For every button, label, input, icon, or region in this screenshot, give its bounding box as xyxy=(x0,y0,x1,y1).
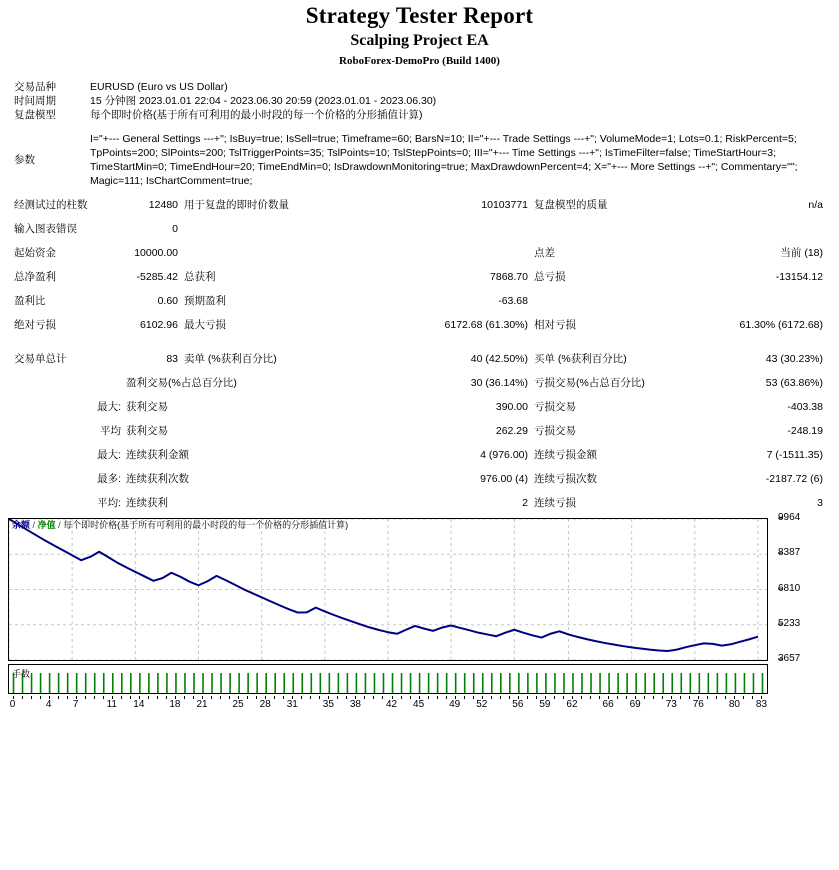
average-prefix: 平均 xyxy=(100,425,121,437)
chart-errors-value: 0 xyxy=(172,223,178,235)
x-axis-label: 73 xyxy=(665,699,677,710)
spacer-row xyxy=(0,486,839,496)
symbol-label: 交易品种 xyxy=(14,81,56,93)
row-max-consecutive-amount xyxy=(0,448,839,462)
spacer-row xyxy=(0,342,839,352)
spacer-row xyxy=(0,438,839,448)
x-axis-label: 14 xyxy=(133,699,145,710)
x-axis-tick xyxy=(121,696,122,699)
x-axis-label: 66 xyxy=(602,699,614,710)
x-axis-tick xyxy=(256,696,257,699)
ticks-modelled-value: 10103771 xyxy=(481,199,528,211)
x-axis-tick xyxy=(40,696,41,699)
x-axis-label: 59 xyxy=(539,699,551,710)
spacer-row xyxy=(0,308,839,318)
x-axis-tick xyxy=(310,696,311,699)
y-axis-label: 8387 xyxy=(778,547,801,559)
x-axis-tick xyxy=(193,696,194,699)
x-axis-tick xyxy=(382,696,383,699)
x-axis-tick xyxy=(662,696,663,699)
spacer-row xyxy=(0,188,839,198)
x-axis-tick xyxy=(653,696,654,699)
x-axis-tick xyxy=(301,696,302,699)
x-axis-tick xyxy=(283,696,284,699)
row-symbol xyxy=(0,80,839,94)
x-axis-label: 80 xyxy=(728,699,740,710)
average-profit-trade-value: 262.29 xyxy=(495,425,528,437)
loss-trades-label: 亏损交易(%占总百分比) xyxy=(534,377,645,389)
largest-loss-trade-value: -403.38 xyxy=(787,401,823,413)
x-axis-label: 21 xyxy=(196,699,208,710)
row-net-profit xyxy=(0,270,839,284)
avg-consecutive-wins-value: 2 xyxy=(522,497,528,509)
short-positions-value: 40 (42.50%) xyxy=(470,353,528,365)
y-axis-label: 6810 xyxy=(778,582,801,594)
x-axis-tick xyxy=(680,696,681,699)
period-value: 15 分钟图 2023.01.01 22:04 - 2023.06.30 20:59 (2023.01.01 - 2023.06.30) xyxy=(90,95,437,107)
x-axis-label: 52 xyxy=(476,699,488,710)
x-axis-tick xyxy=(437,696,438,699)
spacer-row xyxy=(0,122,839,132)
x-axis-tick xyxy=(58,696,59,699)
short-positions-label: 卖单 (%获利百分比) xyxy=(184,353,277,365)
x-axis-tick xyxy=(689,696,690,699)
expected-payoff-value: -63.68 xyxy=(498,295,528,307)
x-axis-label: 35 xyxy=(322,699,334,710)
x-axis-label: 28 xyxy=(259,699,271,710)
row-chart-errors xyxy=(0,222,839,236)
row-initial-deposit xyxy=(0,246,839,260)
max-consecutive-profit-label: 连续获利次数 xyxy=(126,473,189,485)
average-loss-trade-value: -248.19 xyxy=(787,425,823,437)
profit-trades-value: 30 (36.14%) xyxy=(470,377,528,389)
x-axis-tick xyxy=(94,696,95,699)
ea-name: Scalping Project EA xyxy=(350,32,489,49)
x-axis-tick xyxy=(31,696,32,699)
parameters-label: 参数 xyxy=(14,154,35,166)
x-axis-tick xyxy=(509,696,510,699)
x-axis-tick xyxy=(428,696,429,699)
profit-trades-label: 盈利交易(%占总百分比) xyxy=(126,377,237,389)
row-avg-consecutive xyxy=(0,496,839,510)
relative-drawdown-label: 相对亏损 xyxy=(534,319,576,331)
max-consecutive-profit-value: 976.00 (4) xyxy=(480,473,528,485)
legend-separator-2: / xyxy=(58,520,61,530)
ticks-modelled-label: 用于复盘的即时价数量 xyxy=(184,199,289,211)
x-axis-label: 11 xyxy=(106,699,117,710)
bars-tested-label: 经测试过的柱数 xyxy=(14,199,88,211)
x-axis-tick xyxy=(103,696,104,699)
max-consecutive-losses-value: 7 (-1511.35) xyxy=(766,449,823,461)
symbol-value: EURUSD (Euro vs US Dollar) xyxy=(90,81,228,93)
avg-consecutive-losses-value: 3 xyxy=(817,497,823,509)
broker-build: RoboForex-DemoPro (Build 1400) xyxy=(339,55,500,67)
avg-consecutive-losses-label: 连续亏损 xyxy=(534,497,576,509)
gross-loss-value: -13154.12 xyxy=(775,271,823,283)
model-quality-label: 复盘模型的质量 xyxy=(534,199,608,211)
x-axis-tick xyxy=(247,696,248,699)
gross-profit-label: 总获利 xyxy=(184,271,216,283)
x-axis-tick xyxy=(536,696,537,699)
x-axis-label: 69 xyxy=(629,699,641,710)
absolute-drawdown-label: 绝对亏损 xyxy=(14,319,56,331)
relative-drawdown-value: 61.30% (6172.68) xyxy=(739,319,823,331)
row-period xyxy=(0,94,839,108)
spacer-row xyxy=(0,284,839,294)
legend-balance-label: 余额 xyxy=(12,520,31,530)
equity-chart xyxy=(0,512,839,723)
spacer-row xyxy=(0,260,839,270)
spacer-row xyxy=(0,390,839,400)
profit-factor-label: 盈利比 xyxy=(14,295,46,307)
max-consecutive-loss-label: 连续亏损次数 xyxy=(534,473,597,485)
x-axis-label: 83 xyxy=(755,699,768,710)
x-axis-tick xyxy=(157,696,158,699)
y-axis-label: 3657 xyxy=(778,653,801,664)
x-axis-tick xyxy=(211,696,212,699)
largest-prefix: 最大: xyxy=(97,401,121,413)
x-axis-tick xyxy=(229,696,230,699)
row-average-trade xyxy=(0,424,839,438)
net-profit-value: -5285.42 xyxy=(136,271,178,283)
avg-consecutive-wins-label: 连续获利 xyxy=(126,497,168,509)
x-axis-tick xyxy=(364,696,365,699)
x-axis-label: 38 xyxy=(349,699,361,710)
volume-bars-svg xyxy=(9,665,767,693)
x-axis-tick xyxy=(220,696,221,699)
x-axis-tick xyxy=(464,696,465,699)
long-positions-value: 43 (30.23%) xyxy=(765,353,823,365)
y-axis-label: 5233 xyxy=(778,617,801,629)
spacer-row xyxy=(0,236,839,246)
balance-curve-svg xyxy=(9,519,767,660)
spread-value: 当前 (18) xyxy=(780,247,823,259)
x-axis-tick xyxy=(166,696,167,699)
x-axis-tick xyxy=(644,696,645,699)
x-axis-tick xyxy=(473,696,474,699)
x-axis-tick xyxy=(599,696,600,699)
row-max-consecutive-count xyxy=(0,472,839,486)
x-axis-tick xyxy=(446,696,447,699)
spacer-row xyxy=(0,70,839,80)
row-model xyxy=(0,108,839,122)
x-axis-tick xyxy=(67,696,68,699)
x-axis-label: 0 xyxy=(9,699,16,710)
largest-profit-trade-label: 获利交易 xyxy=(126,401,168,413)
max-prefix: 最大: xyxy=(97,449,121,461)
x-axis-tick xyxy=(274,696,275,699)
x-axis-tick xyxy=(743,696,744,699)
x-axis-tick xyxy=(626,696,627,699)
max-consecutive-losses-label: 连续亏损金额 xyxy=(534,449,597,461)
row-parameters xyxy=(0,132,839,188)
x-axis-tick xyxy=(346,696,347,699)
maximal-drawdown-label: 最大亏损 xyxy=(184,319,226,331)
x-axis-tick xyxy=(590,696,591,699)
gross-profit-value: 7868.70 xyxy=(490,271,528,283)
volume-label: 手数 xyxy=(12,669,31,679)
spread-label: 点差 xyxy=(534,247,555,259)
x-axis-tick xyxy=(725,696,726,699)
row-largest-trade xyxy=(0,400,839,414)
x-axis-label: 4 xyxy=(45,699,52,710)
x-axis-tick xyxy=(130,696,131,699)
spacer-row xyxy=(0,414,839,424)
y-axis-label: 9964 xyxy=(778,512,801,523)
x-axis-tick xyxy=(707,696,708,699)
report-table xyxy=(0,70,839,510)
spacer-row xyxy=(0,366,839,376)
max-consecutive-loss-value: -2187.72 (6) xyxy=(765,473,823,485)
legend-model-description: 每个即时价格(基于所有可利用的最小时段的每一个价格的分形插值计算) xyxy=(63,520,349,530)
model-value: 每个即时价格(基于所有可利用的最小时段的每一个价格的分形插值计算) xyxy=(90,109,423,121)
report-header xyxy=(0,0,839,70)
row-bars-tested xyxy=(0,198,839,212)
spacer-row xyxy=(0,462,839,472)
x-axis-tick xyxy=(563,696,564,699)
x-axis-label: 18 xyxy=(169,699,181,710)
row-profit-factor xyxy=(0,294,839,308)
x-axis-label: 76 xyxy=(692,699,704,710)
long-positions-label: 买单 (%获利百分比) xyxy=(534,353,627,365)
row-profit-trades xyxy=(0,376,839,390)
x-axis-tick xyxy=(500,696,501,699)
x-axis-tick xyxy=(319,696,320,699)
avg-prefix: 平均: xyxy=(97,497,121,509)
total-trades-value: 83 xyxy=(166,353,178,365)
x-axis-label: 42 xyxy=(385,699,398,710)
largest-loss-trade-label: 亏损交易 xyxy=(534,401,576,413)
parameters-value: I="+--- General Settings ---+"; IsBuy=true; IsSell=true; Timeframe=60; BarsN=10; II="+--- Trade Settings ---+"; VolumeMode=1; Lots=0.1; RiskPercent=5; TpPoints=200; SlPoints=200; TslTriggerPoints=35; TslPoints=10; TslStepPoints=0; III="+--- Time Settings ---+"; IsTimeFilter=false; TimeStartHour=3; TimeStartMin=0; TimeEndHour=20; TimeEndMin=0; IsDrawdownMonitoring=true; MaxDrawdownPercent=4; X="+--- More Settings --+"; Commentary=""; Magic=111; IsChartComment=true; xyxy=(90,133,798,187)
legend-equity-label: 净值 xyxy=(37,520,56,530)
max-consecutive-wins-label: 连续获利金额 xyxy=(126,449,189,461)
balance-chart-panel xyxy=(8,518,768,661)
volume-chart-panel xyxy=(8,664,768,694)
x-axis-tick xyxy=(184,696,185,699)
x-axis-label: 25 xyxy=(232,699,244,710)
row-total-trades xyxy=(0,352,839,366)
total-trades-label: 交易单总计 xyxy=(14,353,67,365)
spacer-row xyxy=(0,332,839,342)
x-axis-tick xyxy=(554,696,555,699)
model-label: 复盘模型 xyxy=(14,109,56,121)
initial-deposit-label: 起始资金 xyxy=(14,247,56,259)
gross-loss-label: 总亏损 xyxy=(534,271,566,283)
report-title: Strategy Tester Report xyxy=(305,3,534,28)
most-prefix: 最多: xyxy=(97,473,121,485)
bars-tested-value: 12480 xyxy=(148,199,178,211)
y-axis xyxy=(772,512,832,664)
row-absolute-drawdown xyxy=(0,318,839,332)
average-profit-trade-label: 获利交易 xyxy=(126,425,168,437)
x-axis-tick xyxy=(491,696,492,699)
chart-errors-label: 输入图表错误 xyxy=(14,223,77,235)
absolute-drawdown-value: 6102.96 xyxy=(140,319,178,331)
max-consecutive-wins-value: 4 (976.00) xyxy=(480,449,528,461)
initial-deposit-value: 10000.00 xyxy=(134,247,178,259)
x-axis-tick xyxy=(581,696,582,699)
x-axis-tick xyxy=(85,696,86,699)
average-loss-trade-label: 亏损交易 xyxy=(534,425,576,437)
x-axis-tick xyxy=(337,696,338,699)
x-axis-tick xyxy=(22,696,23,699)
x-axis-label: 49 xyxy=(449,699,461,710)
x-axis-tick xyxy=(373,696,374,699)
chart-legend xyxy=(12,520,348,531)
x-axis-tick xyxy=(752,696,753,699)
x-axis xyxy=(8,696,768,718)
x-axis-tick xyxy=(148,696,149,699)
expected-payoff-label: 预期盈利 xyxy=(184,295,226,307)
period-label: 时间周期 xyxy=(14,95,56,107)
x-axis-label: 56 xyxy=(512,699,524,710)
x-axis-tick xyxy=(401,696,402,699)
x-axis-label: 45 xyxy=(413,699,425,710)
legend-separator: / xyxy=(32,520,36,530)
largest-profit-trade-value: 390.00 xyxy=(495,401,528,413)
x-axis-tick xyxy=(527,696,528,699)
x-axis-tick xyxy=(716,696,717,699)
x-axis-label: 62 xyxy=(566,699,578,710)
x-axis-tick xyxy=(410,696,411,699)
x-axis-label: 7 xyxy=(72,699,79,710)
loss-trades-value: 53 (63.86%) xyxy=(765,377,823,389)
spacer-row xyxy=(0,212,839,222)
net-profit-label: 总净盈利 xyxy=(14,271,56,283)
x-axis-label: 31 xyxy=(286,699,298,710)
model-quality-value: n/a xyxy=(808,199,823,211)
maximal-drawdown-value: 6172.68 (61.30%) xyxy=(444,319,528,331)
profit-factor-value: 0.60 xyxy=(157,295,178,307)
x-axis-tick xyxy=(617,696,618,699)
